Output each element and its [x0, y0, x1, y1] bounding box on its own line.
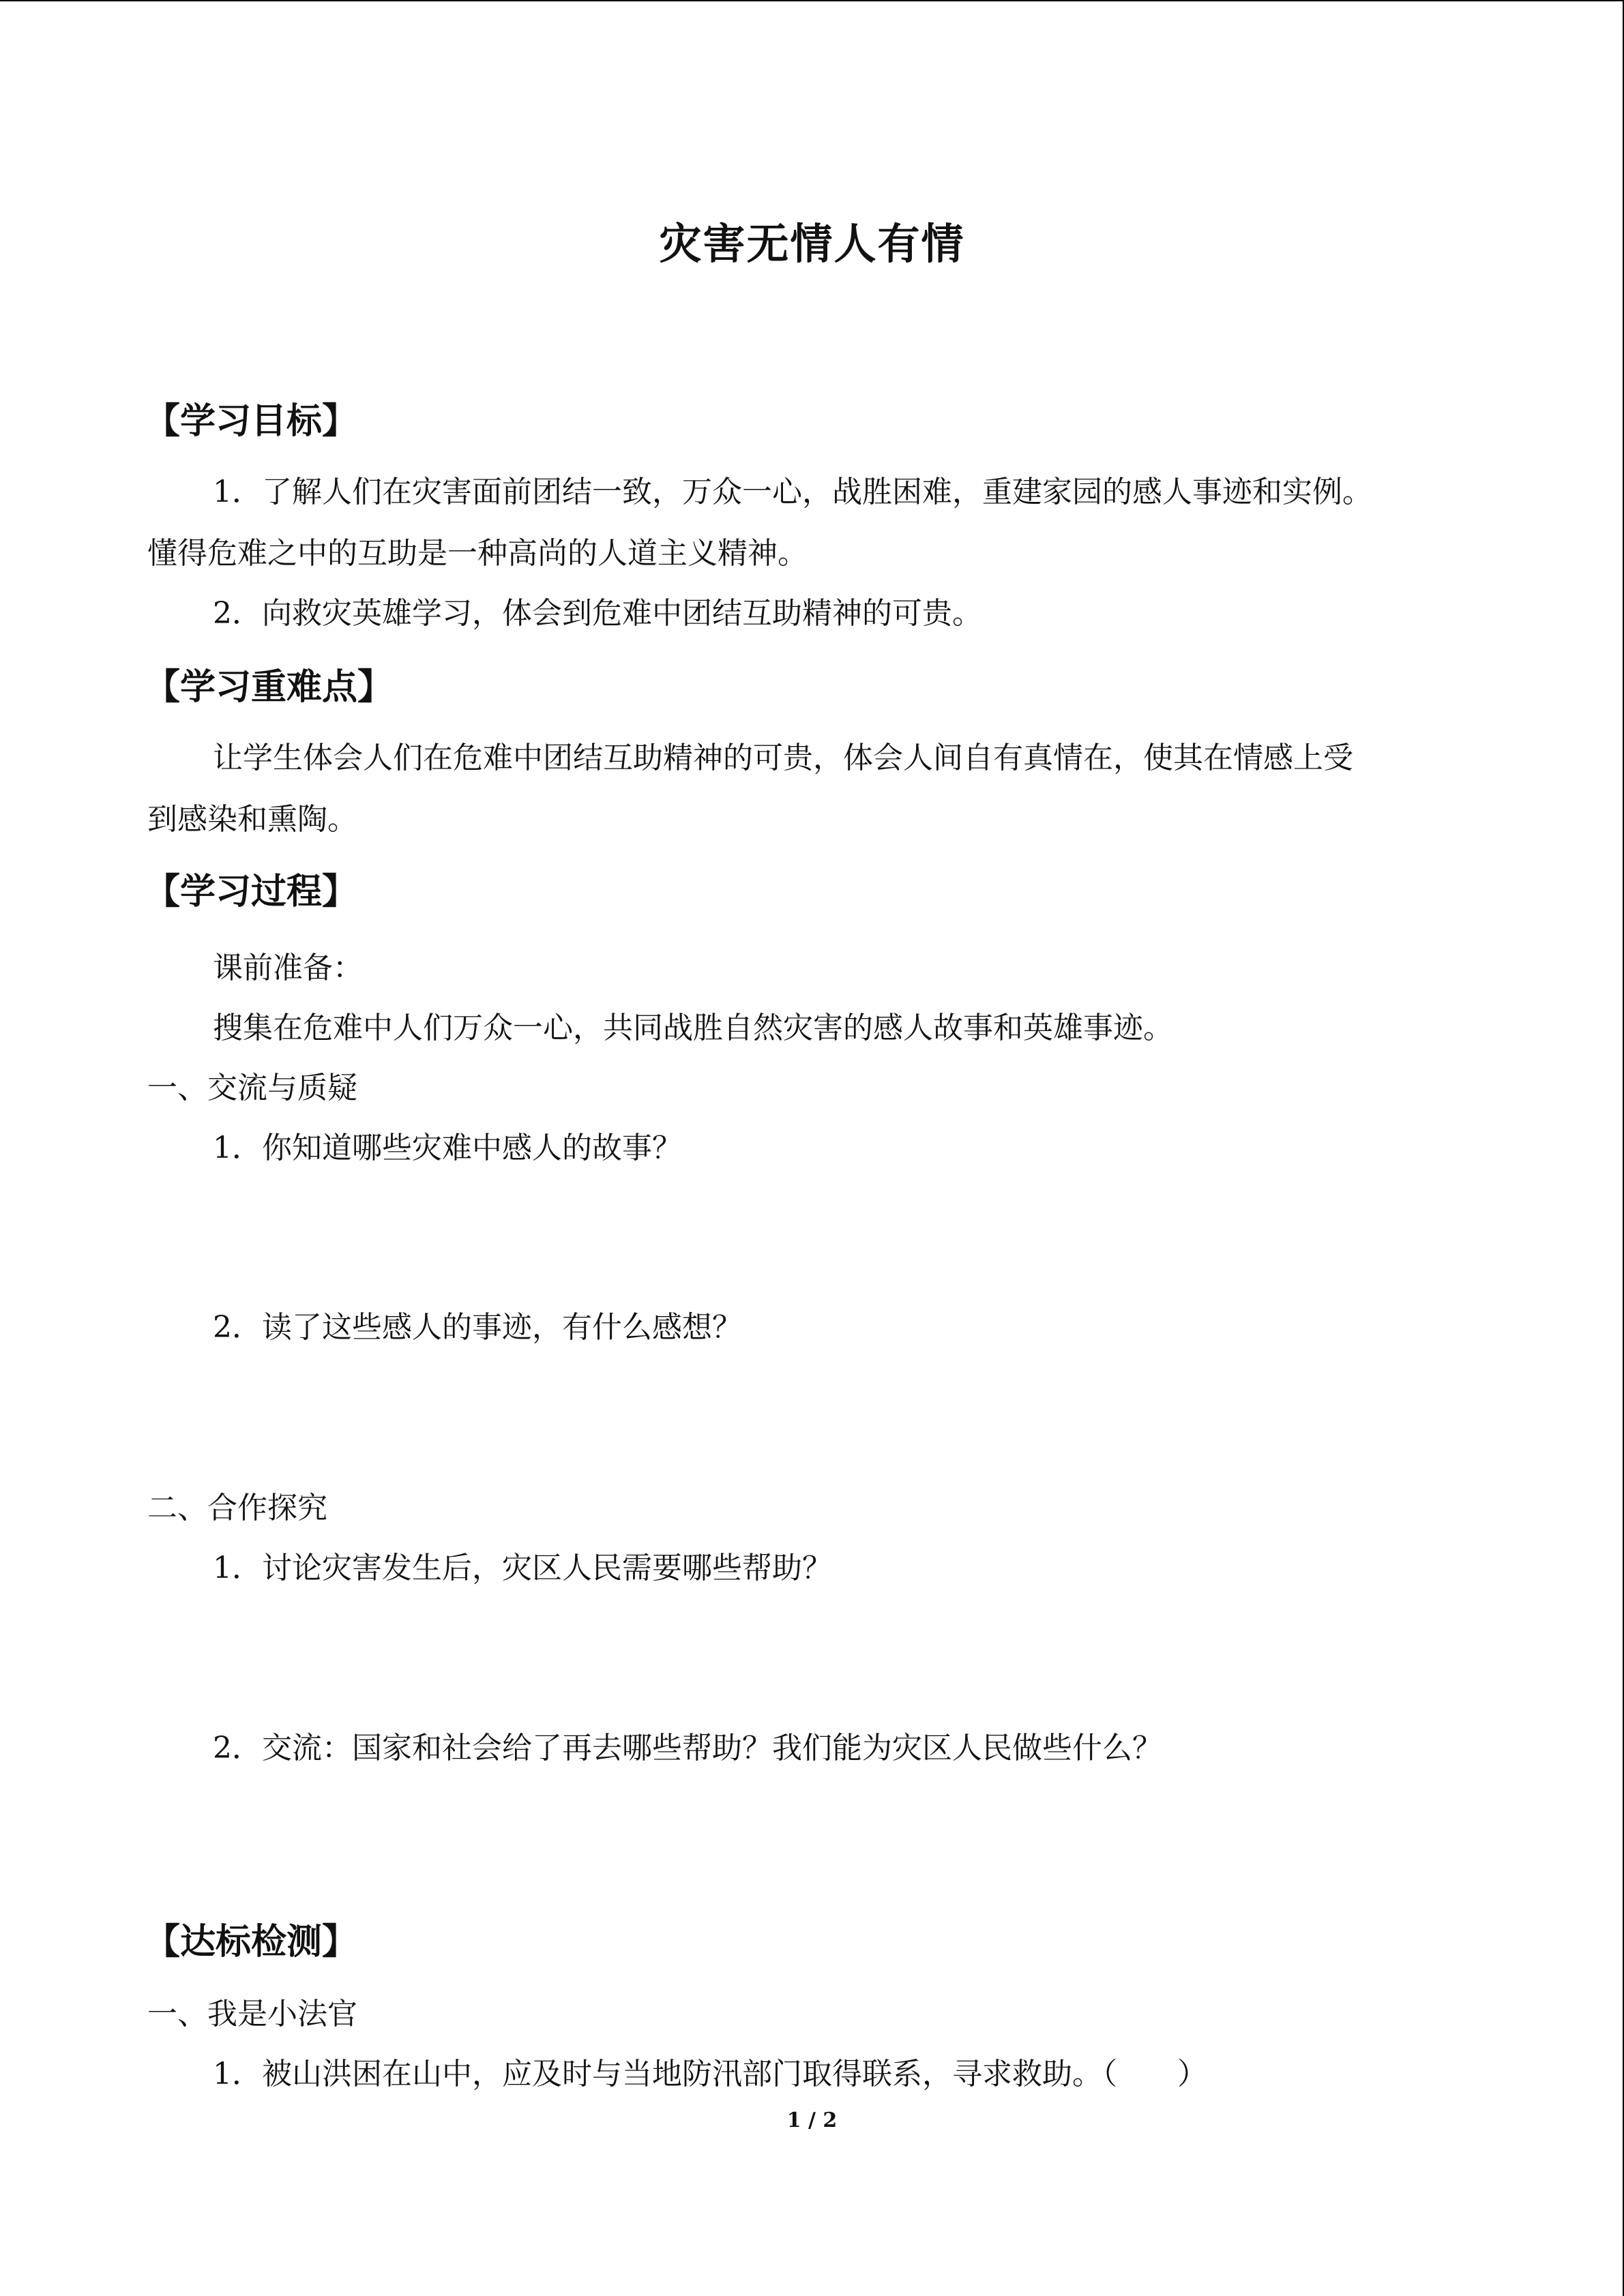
part2-title: 二、合作探究 — [147, 1491, 327, 1525]
part1-title: 一、交流与质疑 — [147, 1071, 357, 1105]
key-points-line-1: 让学生体会人们在危难中团结互助精神的可贵，体会人间自有真情在，使其在情感上受 — [213, 741, 1353, 775]
key-points-line-2: 到感染和熏陶。 — [147, 802, 357, 837]
part2-question-2: 2．交流：国家和社会给了再去哪些帮助？我们能为灾区人民做些什么？ — [213, 1731, 1162, 1765]
assessment-question-1: 1．被山洪困在山中，应及时与当地防汛部门取得联系，寻求救助。（ ） — [213, 2057, 1207, 2091]
key-points-heading: 【学习重难点】 — [145, 667, 394, 708]
part1-question-2: 2．读了这些感人的事迹，有什么感想？ — [213, 1310, 742, 1345]
page-number: 1 / 2 — [786, 2108, 838, 2132]
objectives-heading: 【学习目标】 — [145, 401, 358, 442]
objective-item-1-line-2: 懂得危难之中的互助是一种高尚的人道主义精神。 — [147, 536, 808, 571]
part2-question-1: 1．讨论灾害发生后，灾区人民需要哪些帮助？ — [213, 1551, 832, 1585]
assessment-heading: 【达标检测】 — [145, 1922, 358, 1963]
process-heading: 【学习过程】 — [145, 871, 358, 912]
prep-label: 课前准备： — [213, 951, 363, 985]
part1-question-1: 1．你知道哪些灾难中感人的故事？ — [213, 1131, 682, 1165]
assessment-part1-title: 一、我是小法官 — [147, 1997, 357, 2031]
objective-item-2: 2．向救灾英雄学习，体会到危难中团结互助精神的可贵。 — [213, 596, 982, 631]
page-title: 灾害无情人有情 — [659, 219, 965, 269]
objective-item-1-line-1: 1．了解人们在灾害面前团结一致，万众一心，战胜困难，重建家园的感人事迹和实例。 — [213, 475, 1372, 509]
prep-text: 搜集在危难中人们万众一心，共同战胜自然灾害的感人故事和英雄事迹。 — [213, 1011, 1173, 1045]
